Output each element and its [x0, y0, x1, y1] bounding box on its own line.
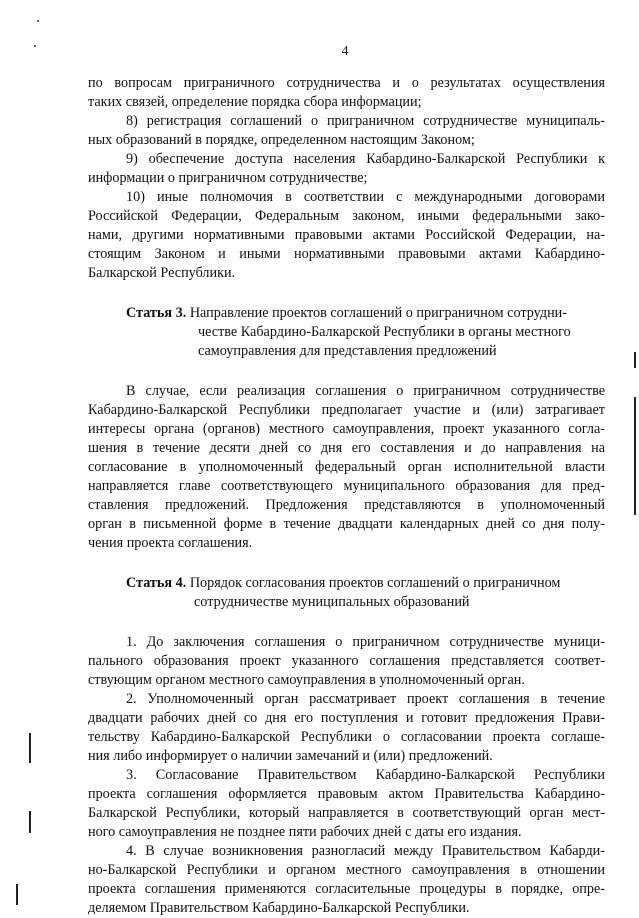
text-line: Балкарской Республики.	[88, 265, 236, 281]
text-line: согласование в уполномоченный федеральный орган исполнительной власти	[88, 459, 605, 475]
article-title-line: Направление проектов соглашений о приграничном сотрудни-	[189, 305, 567, 321]
text-line: чения проекта соглашения.	[88, 535, 253, 551]
text-line: 3. Согласование Правительством Кабардино-Балкарской Республики	[126, 767, 605, 783]
text-line: тельству Кабардино-Балкарской Республики о согласовании проекта соглаше-	[88, 729, 605, 745]
document-body	[88, 74, 605, 918]
text-line: 9) обеспечение доступа населения Кабардино-Балкарской Республики к	[126, 151, 605, 167]
article-title-line: Порядок согласования проектов соглашений о приграничном	[189, 575, 561, 591]
article-number: Статья 4.	[126, 575, 187, 591]
text-line: В случае, если реализация соглашения о приграничном сотрудничестве	[126, 383, 605, 399]
text-line: 8) регистрация соглашений о приграничном сотрудничестве муниципаль-	[126, 113, 605, 129]
text-line: 2. Уполномоченный орган рассматривает проект соглашения в течение	[126, 691, 605, 707]
text-line: ствующим органом местного самоуправления в уполномоченный орган.	[88, 672, 525, 688]
text-line: направляется главе соответствующего муниципального образования для пред-	[88, 478, 605, 494]
text-line: стоящим Законом и иными нормативными правовыми актами Кабардино-	[88, 246, 605, 262]
scan-margin-mark	[29, 733, 31, 763]
text-line: 1. До заключения соглашения о приграничном сотрудничестве муници-	[126, 634, 605, 650]
article-heading	[88, 574, 605, 612]
paragraph	[88, 690, 605, 766]
article-title-line: сотрудничестве муниципальных образований	[194, 594, 470, 610]
paragraph	[88, 842, 605, 918]
article-title-line: самоуправления для представления предложений	[198, 343, 497, 359]
text-line: 10) иные полномочия в соответствии с международными договорами	[126, 189, 605, 205]
scan-margin-mark	[29, 811, 31, 833]
text-line: ного самоуправления не позднее пяти рабочих дней с даты его издания.	[88, 824, 522, 840]
text-line: ния либо информирует о наличии замечаний и (или) предложений.	[88, 748, 493, 764]
text-line: деляемом Правительством Кабардино-Балкарской Республики.	[88, 900, 470, 916]
paragraph	[88, 112, 605, 150]
text-line: пального образования проект указанного соглашения представляется соответ-	[88, 653, 605, 669]
article-number: Статья 3.	[126, 305, 187, 321]
text-line: но-Балкарской Республики и органом местного самоуправления в отношении	[88, 862, 605, 878]
text-line: орган в письменной форме в течение двадцати календарных дней со дня полу-	[88, 516, 605, 532]
article-title-line: честве Кабардино-Балкарской Республики в органы местного	[198, 324, 571, 340]
text-line: Российской Федерации, Федеральным законом, иными федеральными зако-	[88, 208, 605, 224]
text-line: ставления предложений. Предложения представляются в уполномоченный	[88, 497, 605, 513]
text-line: информации о приграничном сотрудничестве;	[88, 170, 368, 186]
text-line: таких связей, определение порядка сбора информации;	[88, 94, 422, 110]
scan-speck	[37, 20, 39, 22]
scan-margin-mark	[634, 352, 636, 368]
page-number: 4	[341, 44, 349, 59]
paragraph	[88, 633, 605, 690]
text-line: ных образований в порядке, определенном настоящим Законом;	[88, 132, 475, 148]
text-line: Балкарской Республики, который направляется в соответствующий орган мест-	[88, 805, 605, 821]
paragraph	[88, 766, 605, 842]
text-line: двадцати рабочих дней со дня его поступления и готовит предложения Прави-	[88, 710, 605, 726]
paragraph	[88, 150, 605, 188]
text-line: 4. В случае возникновения разногласий между Правительством Кабарди-	[126, 843, 605, 859]
text-line: Кабардино-Балкарской Республики предполагает участие и (или) затрагивает	[88, 402, 605, 418]
text-line: шения в течение десяти дней со дня его составления и до направления на	[88, 440, 605, 456]
text-line: по вопросам приграничного сотрудничества и о результатах осуществления	[88, 75, 605, 91]
scan-margin-mark	[634, 397, 636, 515]
text-line: интересы органа (органов) местного самоуправления, проект указанного согла-	[88, 421, 605, 437]
paragraph	[88, 74, 605, 112]
text-line: проекта соглашения оформляется правовым актом Правительства Кабардино-	[88, 786, 605, 802]
paragraph	[88, 382, 605, 553]
paragraph	[88, 188, 605, 283]
text-line: проекта соглашения применяются согласительные процедуры в порядке, опре-	[88, 881, 605, 897]
scan-margin-mark	[16, 884, 18, 905]
text-line: нами, другими нормативными правовыми актами Российской Федерации, на-	[88, 227, 605, 243]
article-heading	[88, 304, 605, 361]
